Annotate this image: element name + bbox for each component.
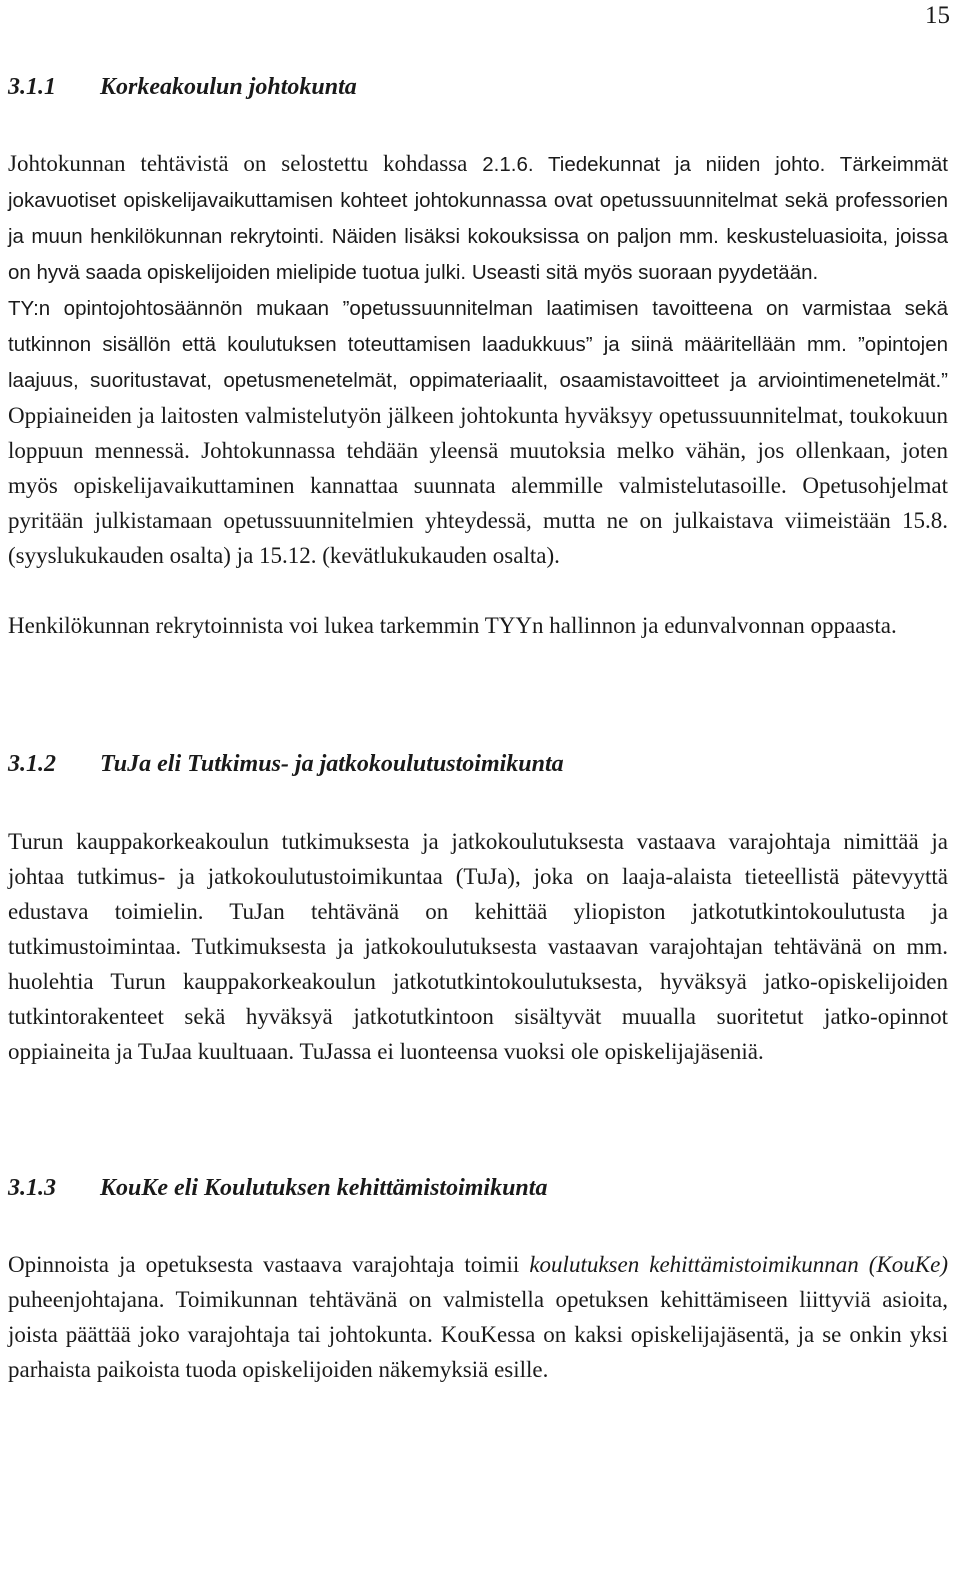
section-title: KouKe eli Koulutuksen kehittämistoimikunta <box>100 1175 548 1201</box>
document-body <box>8 64 948 1387</box>
section-number: 3.1.2 <box>8 751 56 777</box>
paragraph-text: puheenjohtajana. Toimikunnan tehtävänä on valmistella opetuksen kehittämiseen liittyviä asioita, joista päättää joko varajohtaja tai johtokunta. KouKessa on kaksi opiskelijajäsentä, ja se onkin yksi parhaista paikoista tuoda opiskelijoiden näkemyksiä esille. <box>8 1287 948 1382</box>
section-title: TuJa eli Tutkimus- ja jatkokoulutustoimikunta <box>100 751 564 777</box>
section-heading-3-1-3 <box>8 1171 948 1205</box>
section-heading-3-1-1 <box>8 70 948 104</box>
paragraph-text: Johtokunnan tehtävistä on selostettu kohdassa <box>8 151 483 176</box>
paragraph <box>8 1247 948 1387</box>
paragraph-text: Oppiaineiden ja laitosten valmistelutyön jälkeen johtokunta hyväksyy opetussuunnitelmat, toukokuun loppuun mennessä. Johtokunnassa tehdään yleensä muutoksia melko vähän, jos ollenkaan, joten myös opiskelijavaikuttaminen kannattaa suunnata alemmille valmistelutasoille. Opetusohjelmat pyritään julkistamaan opetussuunnitelmien yhteydessä, mutta ne on julkaistava viimeistään 15.8. (syyslukukauden osalta) ja 15.12. (kevätlukukauden osalta). <box>8 403 948 568</box>
section-number: 3.1.3 <box>8 1175 56 1201</box>
paragraph <box>8 146 948 573</box>
paragraph: Turun kauppakorkeakoulun tutkimuksesta ja jatkokoulutuksesta vastaava varajohtaja nimittää ja johtaa tutkimus- ja jatkokoulutustoimikuntaa (TuJa), joka on laaja-alaista tieteellistä pätevyyttä edustava toimielin. TuJan tehtävänä on kehittää yliopiston jatkotutkintokoulutusta ja tutkimustoimintaa. Tutkimuksesta ja jatkokoulutuksesta vastaavan varajohtajan tehtävänä on mm. huolehtia Turun kauppakorkeakoulun jatkotutkintokoulutuksesta, hyväksyä jatko-opiskelijoiden tutkintorakenteet sekä hyväksyä jatkotutkintoon sisältyvät muualla suoritetut jatko-opinnot oppiaineita ja TuJaa kuultuaan. TuJassa ei luonteensa vuoksi ole opiskelijajäseniä. <box>8 829 948 1064</box>
paragraph: Henkilökunnan rekrytoinnista voi lukea tarkemmin TYYn hallinnon ja edunvalvonnan oppaasta. <box>8 613 897 638</box>
section-title: Korkeakoulun johtokunta <box>100 74 357 100</box>
page-number: 15 <box>925 2 950 29</box>
paragraph-emphasis: koulutuksen kehittämistoimikunnan (KouKe) <box>529 1252 949 1277</box>
section-number: 3.1.1 <box>8 74 56 100</box>
paragraph-text: Opinnoista ja opetuksesta vastaava varajohtaja toimii <box>8 1252 530 1277</box>
paragraph-text: TY:n opintojohtosäännön mukaan ”opetussuunnitelman laatimisen tavoitteena on varmistaa sekä tutkinnon sisällön että koulutuksen toteuttamisen laadukkuus” ja siinä määritellään mm. ”opintojen laajuus, suoritustavat, opetusmenetelmät, oppimateriaalit, osaamistavoitteet ja arviointimenetelmät.” <box>8 297 948 392</box>
section-heading-3-1-2 <box>8 747 948 781</box>
paragraph-text: 2.1.6. Tiedekunnat ja niiden johto. Tärkeimmät jokavuotiset opiskelijavaikuttamisen kohteet johtokunnassa ovat opetussuunnitelmat sekä professorien ja muun henkilökunnan rekrytointi. Näiden lisäksi kokouksissa on paljon mm. keskusteluasioita, joissa on hyvä saada opiskelijoiden mielipide tuotua julki. Useasti sitä myös suoraan pyydetään. <box>8 153 949 284</box>
